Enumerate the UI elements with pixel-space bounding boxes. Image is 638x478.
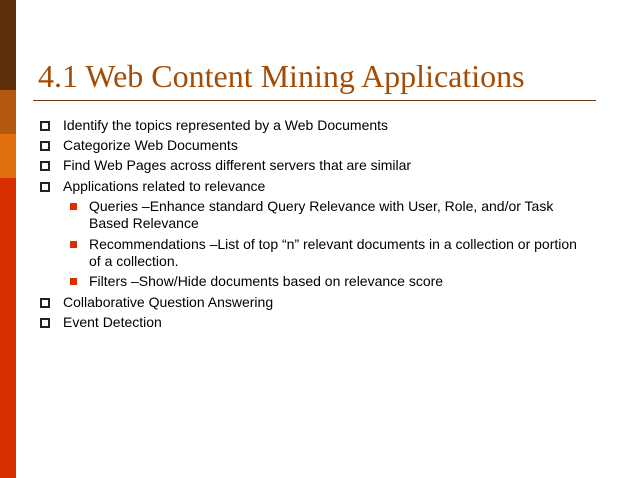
filled-square-bullet-icon <box>70 203 77 210</box>
filled-square-bullet-icon <box>70 278 77 285</box>
hollow-square-bullet-icon <box>40 121 50 131</box>
hollow-square-bullet-icon <box>40 141 50 151</box>
bullet-text: Applications related to relevance <box>63 178 266 194</box>
hollow-square-bullet-icon <box>40 182 50 192</box>
hollow-square-bullet-icon <box>40 318 50 328</box>
bullet-text: Find Web Pages across different servers that are similar <box>63 157 412 173</box>
hollow-square-bullet-icon <box>40 161 50 171</box>
slide-title: 4.1 Web Content Mining Applications <box>38 58 525 94</box>
bullet-text: Identify the topics represented by a Web Documents <box>63 117 389 133</box>
sub-bullet-text: Filters –Show/Hide documents based on relevance score <box>89 273 444 289</box>
sub-bullet-text: Based Relevance <box>89 215 199 231</box>
bullet-text: Collaborative Question Answering <box>63 294 274 310</box>
sub-bullet-text: Recommendations –List of top “n” relevant documents in a collection or portion <box>89 236 577 252</box>
bullet-text: Categorize Web Documents <box>63 137 238 153</box>
sub-bullet-text: Queries –Enhance standard Query Relevance with User, Role, and/or Task <box>89 198 554 214</box>
sub-bullet-text: of a collection. <box>89 253 179 269</box>
bullet-text: Event Detection <box>63 314 162 330</box>
hollow-square-bullet-icon <box>40 298 50 308</box>
filled-square-bullet-icon <box>70 241 77 248</box>
